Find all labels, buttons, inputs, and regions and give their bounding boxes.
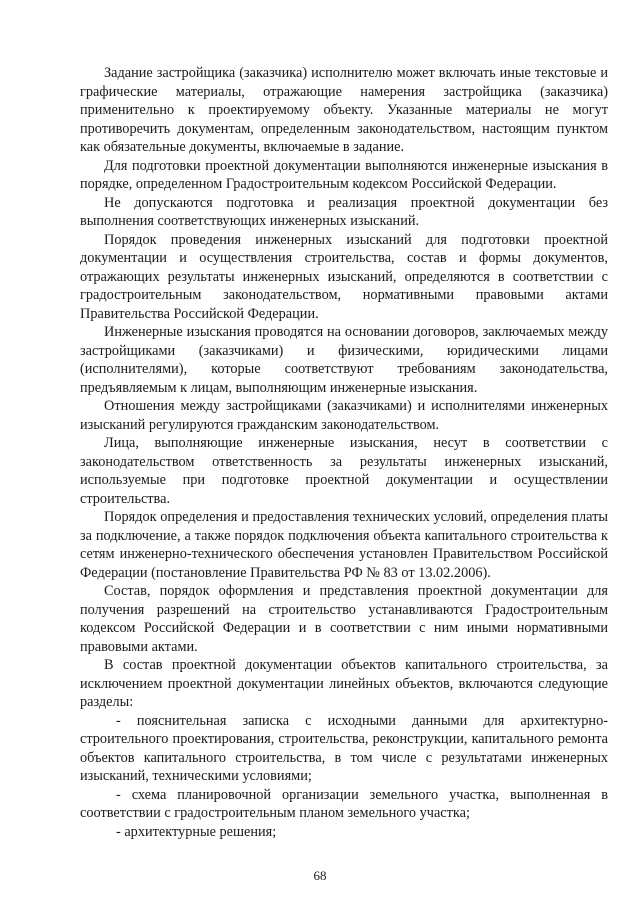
paragraph-survey-procedure: Порядок проведения инженерных изысканий для подготовки проектной документации и осуществления строительства, состав и формы документов, отражающих результаты инженерных изысканий, определяются в соответствии с градостроительным законодательством, нормативными правовыми актами Правительства Российской Федерации. bbox=[80, 231, 608, 322]
paragraph-engineering-surveys: Для подготовки проектной документации выполняются инженерные изыскания в порядке, определенном Градостроительным кодексом Российской Федерации. bbox=[80, 157, 608, 192]
list-item-architectural-solutions: - архитектурные решения; bbox=[116, 823, 277, 840]
list-item-explanatory-note: - пояснительная записка с исходными данными для архитектурно-строительного проектирования, строительства, реконструкции, капитального ремонта объектов капитального строительства, в том числе с результатами инженерных изысканий, техническими условиями; bbox=[80, 712, 608, 784]
paragraph-documentation-composition: Состав, порядок оформления и представления проектной документации для получения разрешений на строительство устанавливаются Градостроительным кодексом Российской Федерации и в соответствии с ним иными нормативными правовыми актами. bbox=[80, 583, 608, 655]
paragraph-civil-law: Отношения между застройщиками (заказчиками) и исполнителями инженерных изысканий регулируются гражданским законодательством. bbox=[80, 398, 608, 433]
paragraph-responsibility: Лица, выполняющие инженерные изыскания, несут в соответствии с законодательством ответственность за результаты инженерных изысканий, используемые при подготовке проектной документации и осуществлении строительства. bbox=[80, 435, 608, 507]
paragraph-client-assignment: Задание застройщика (заказчика) исполнителю может включать иные текстовые и графические материалы, отражающие намерения застройщика (заказчика) применительно к проектируемому объекту. Указанные материалы не могут противоречить документам, определенным законодательством, настоящим пунктом как обязательные документы, включаемые в задание. bbox=[80, 65, 608, 155]
paragraph-sections-intro: В состав проектной документации объектов капитального строительства, за исключением проектной документации линейных объектов, включаются следующие разделы: bbox=[80, 657, 608, 710]
list-item-site-plan: - схема планировочной организации земельного участка, выполненная в соответствии с градостроительным планом земельного участка; bbox=[80, 786, 608, 821]
paragraph-survey-contracts: Инженерные изыскания проводятся на основании договоров, заключаемых между застройщиками (заказчиками) и физическими, юридическими лицами (исполнителями), которые соответствуют требованиям законодательства, предъявляемым к лицам, выполняющим инженерные изыскания. bbox=[80, 324, 608, 396]
paragraph-technical-conditions: Порядок определения и предоставления технических условий, определения платы за подключение, а также порядок подключения объекта капитального строительства к сетям инженерно-технического обеспечения установлен Правительством Российской Федерации (постановление Правительства РФ № 83 от 13.02.2006). bbox=[80, 509, 608, 581]
paragraph-surveys-required: Не допускаются подготовка и реализация проектной документации без выполнения соответствующих инженерных изысканий. bbox=[80, 194, 608, 229]
page-number: 68 bbox=[313, 868, 327, 883]
document-body bbox=[80, 64, 608, 841]
